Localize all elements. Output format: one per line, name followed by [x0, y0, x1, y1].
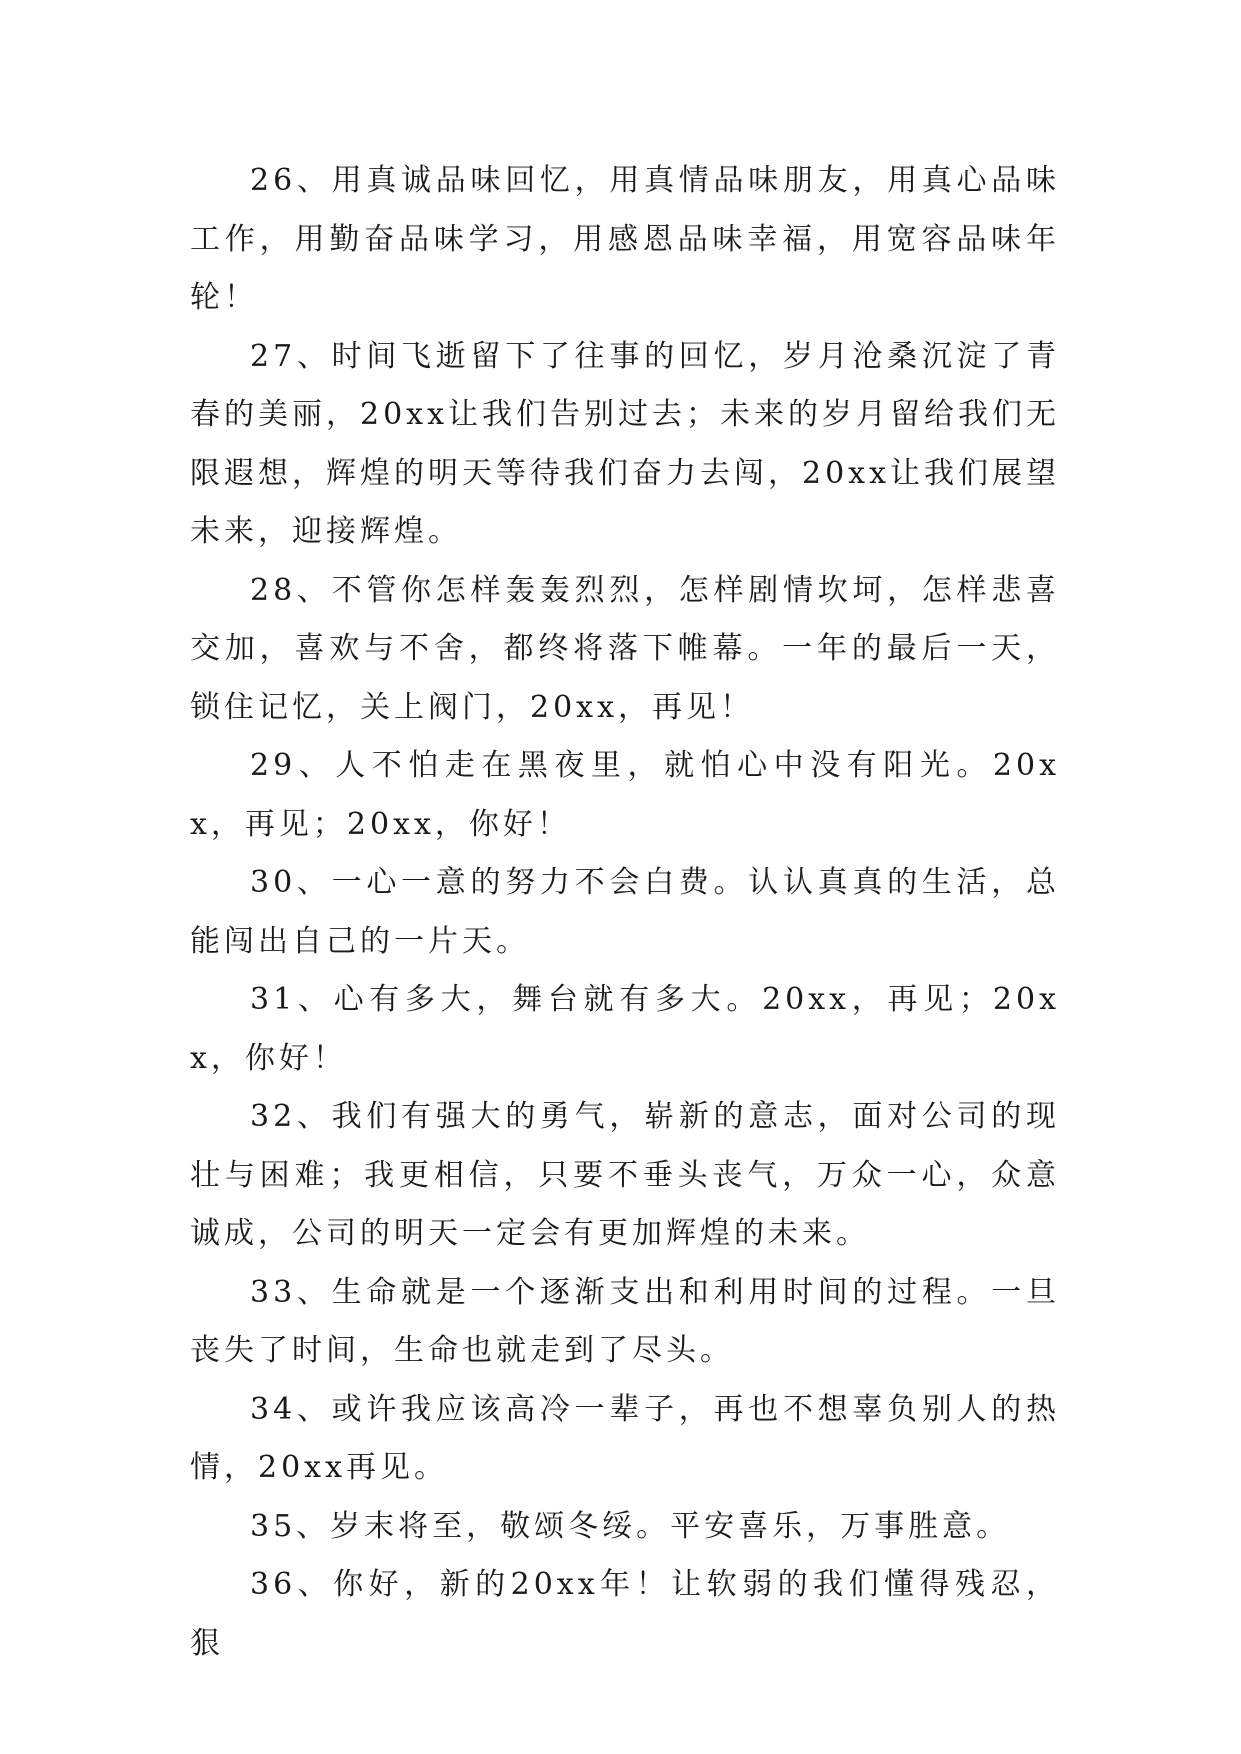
paragraph-34: 34、或许我应该高冷一辈子，再也不想辜负别人的热情，20xx再见。: [190, 1391, 1060, 1485]
paragraph-27: 27、时间飞逝留下了往事的回忆，岁月沧桑沉淀了青春的美丽，20xx让我们告别过去；未来的岁月留给我们无限遐想，辉煌的明天等待我们奋力去闯，20xx让我们展望未来，迎接辉煌。: [190, 338, 1061, 549]
paragraph-35: 35、岁末将至，敬颂冬绥。平安喜乐，万事胜意。: [250, 1508, 1011, 1544]
paragraph-26: 26、用真诚品味回忆，用真情品味朋友，用真心品味工作，用勤奋品味学习，用感恩品味幸福，用宽容品味年轮！: [190, 163, 1060, 315]
paragraph-30: 30、一心一意的努力不会白费。认认真真的生活，总能闯出自己的一片天。: [190, 865, 1060, 959]
paragraph-29: 29、人不怕走在黑夜里，就怕心中没有阳光。20xx，再见；20xx，你好！: [190, 748, 1060, 842]
document-body: [190, 152, 1060, 1673]
paragraph-31: 31、心有多大，舞台就有多大。20xx，再见；20xx，你好！: [190, 982, 1060, 1076]
paragraph-32: 32、我们有强大的勇气，崭新的意志，面对公司的现壮与困难；我更相信，只要不垂头丧气，万众一心，众意诚成，公司的明天一定会有更加辉煌的未来。: [190, 1099, 1060, 1251]
paragraph-36: 36、你好，新的20xx年！让软弱的我们懂得残忍，狠: [190, 1567, 1060, 1661]
paragraph-28: 28、不管你怎样轰轰烈烈，怎样剧情坎坷，怎样悲喜交加，喜欢与不舍，都终将落下帷幕。一年的最后一天，锁住记忆，关上阀门，20xx，再见！: [190, 572, 1060, 725]
paragraph-33: 33、生命就是一个逐渐支出和利用时间的过程。一旦丧失了时间，生命也就走到了尽头。: [190, 1274, 1060, 1368]
